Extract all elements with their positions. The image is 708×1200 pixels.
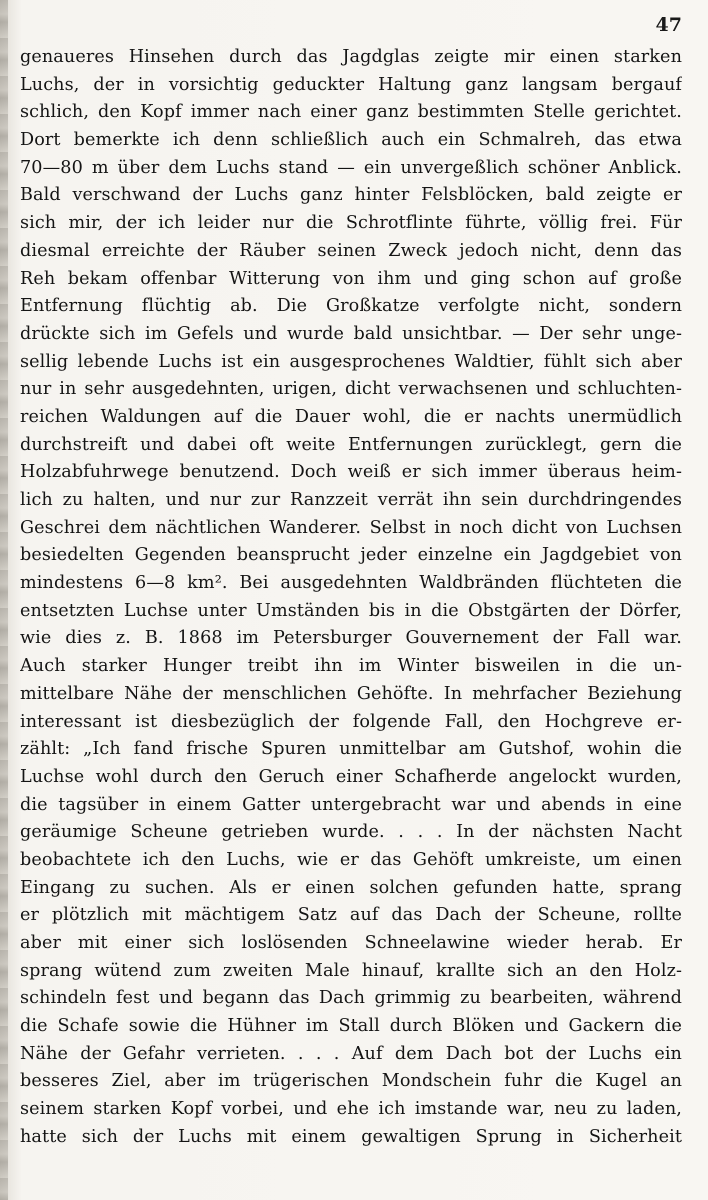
text-line: Geschrei dem nächtlichen Wanderer. Selbst in noch dicht von Luchsen [20,517,682,538]
text-line: wie dies z. B. 1868 im Petersburger Gouvernement der Fall war. [20,628,682,649]
text-line: er plötzlich mit mächtigem Satz auf das Dach der Scheune, rollte [20,905,682,926]
text-line: Auch starker Hunger treibt ihn im Winter bisweilen in die un- [20,656,682,677]
text-line: seinem starken Kopf vorbei, und ehe ich imstande war, neu zu laden, [20,1099,682,1120]
text-line: schindeln fest und begann das Dach grimmig zu bearbeiten, während [20,988,682,1009]
text-line: aber mit einer sich loslösenden Schneelawine wieder herab. Er [20,933,682,953]
text-line: interessant ist diesbezüglich der folgende Fall, den Hochgreve er- [20,711,682,732]
body-text [20,44,682,1152]
text-line: sellig lebende Luchs ist ein ausgesprochenes Waldtier, fühlt sich aber [20,351,682,372]
text-line: Holzabfuhrwege benutzend. Doch weiß er sich immer überaus heim- [20,462,682,483]
text-line: reichen Waldungen auf die Dauer wohl, die er nachts unermüdlich [20,406,682,427]
text-line: nur in sehr ausgedehnten, urigen, dicht verwachsenen und schluchten- [20,379,682,400]
text-line: Nähe der Gefahr verrieten. . . . Auf dem Dach bot der Luchs ein [20,1043,682,1064]
text-line: sprang wütend zum zweiten Male hinauf, krallte sich an den Holz- [20,960,682,981]
text-line: geräumige Scheune getrieben wurde. . . . In der nächsten Nacht [20,822,682,843]
text-line: beobachtete ich den Luchs, wie er das Gehöft umkreiste, um einen [20,849,682,870]
text-line: Reh bekam offenbar Witterung von ihm und ging schon auf große [20,268,682,289]
page-binding-edge [0,0,8,1200]
page-number: 47 [655,14,682,36]
text-line: hatte sich der Luchs mit einem gewaltigen Sprung in Sicherheit [20,1126,682,1147]
text-line: schlich, den Kopf immer nach einer ganz bestimmten Stelle gerichtet. [20,102,682,123]
text-line: drückte sich im Gefels und wurde bald unsichtbar. — Der sehr unge- [20,323,682,344]
text-line: lich zu halten, und nur zur Ranzzeit verrät ihn sein durchdringendes [20,490,682,510]
text-line: durchstreift und dabei oft weite Entfernungen zurücklegt, gern die [20,434,682,455]
text-line: Entfernung flüchtig ab. Die Großkatze verfolgte nicht, sondern [20,296,682,317]
text-line: zählt: „Ich fand frische Spuren unmittelbar am Gutshof, wohin die [20,739,682,760]
text-line: Eingang zu suchen. Als er einen solchen gefunden hatte, sprang [20,877,682,898]
text-line: mittelbare Nähe der menschlichen Gehöfte. In mehrfacher Beziehung [20,683,682,704]
text-line: Luchs, der in vorsichtig geduckter Haltung ganz langsam bergauf [20,74,682,95]
text-line: Dort bemerkte ich denn schließlich auch ein Schmalreh, das etwa [20,130,682,151]
text-line: besseres Ziel, aber im trügerischen Mondschein fuhr die Kugel an [20,1071,682,1092]
text-line: Bald verschwand der Luchs ganz hinter Felsblöcken, bald zeigte er [20,185,682,206]
text-line: die tagsüber in einem Gatter untergebracht war und abends in eine [20,794,682,815]
text-line: Luchse wohl durch den Geruch einer Schafherde angelockt wurden, [20,766,682,787]
text-line: diesmal erreichte der Räuber seinen Zweck jedoch nicht, denn das [20,240,682,261]
text-line: mindestens 6—8 km². Bei ausgedehnten Waldbränden flüchteten die [20,573,682,594]
text-line: besiedelten Gegenden beansprucht jeder einzelne ein Jagdgebiet von [20,545,682,566]
text-line: die Schafe sowie die Hühner im Stall durch Blöken und Gackern die [20,1016,682,1037]
text-line: entsetzten Luchse unter Umständen bis in die Obstgärten der Dörfer, [20,600,682,621]
text-line: genaueres Hinsehen durch das Jagdglas zeigte mir einen starken [20,47,682,67]
text-line: 70—80 m über dem Luchs stand — ein unvergeßlich schöner Anblick. [20,157,682,178]
text-line: sich mir, der ich leider nur die Schrotflinte führte, völlig frei. Für [20,213,682,234]
